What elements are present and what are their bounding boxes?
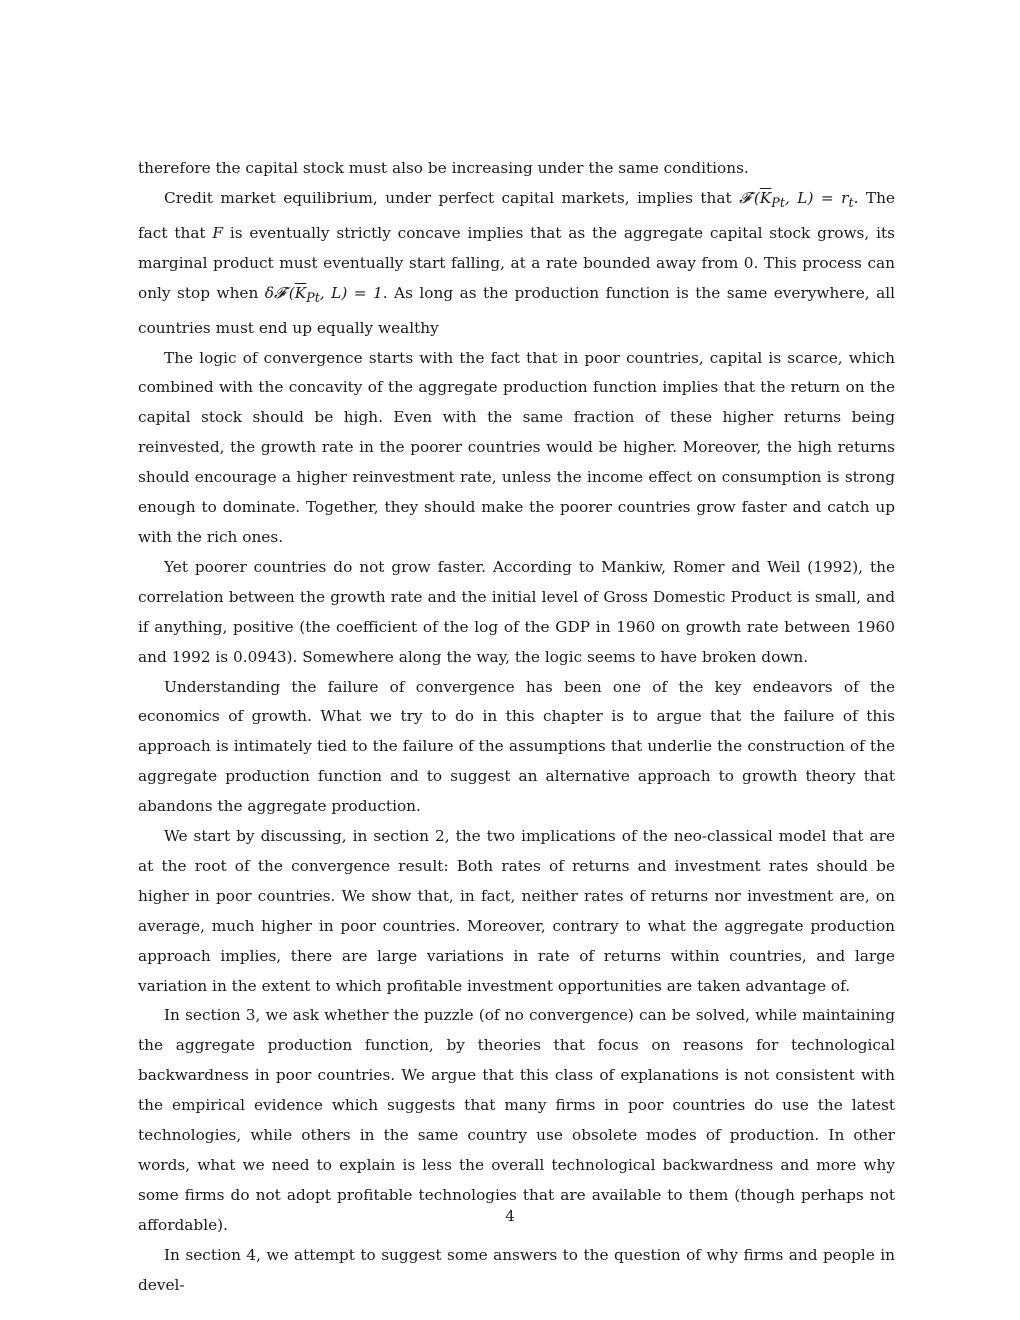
- paragraph-credit-market: Credit market equilibrium, under perfect capital markets, implies that $𝓕'(\overline{K}_{Pt}$, $L) = r_t$. The fact that F is eventually strictly concave implies that as the aggregate capital stock grows, its marginal product must eventually start falling, at a rate bounded away from 0. This process can only stop when $\delta 𝓕'(\overline{K}_{Pt}$, L) = 1. As long as the production function is the same everywhere, all countries must end up equally wealthy: [138, 188, 895, 337]
- paragraph: Yet poorer countries do not grow faster. According to Mankiw, Romer and Weil (1992), the correlation between the growth rate and the initial level of Gross Domestic Product is small, and if anything, positive (the coefficient of the log of the GDP in 1960 on growth rate between 1960 and 1992 is 0.0943). Somewhere along the way, the logic seems to have broken down.: [138, 557, 895, 666]
- page-number: 4: [505, 1207, 515, 1225]
- paragraph: In section 3, we ask whether the puzzle (of no convergence) can be solved, while maintaining the aggregate production function, by theories that focus on reasons for technological backwardness in poor countries. We argue that this class of explanations is not consistent with the empirical evidence which suggests that many firms in poor countries do use the latest technologies, while others in the same country use obsolete modes of production. In other words, what we need to explain is less the overall technological backwardness and more why some firms do not adopt profitable technologies that are available to them (though perhaps not affordable).: [138, 1006, 895, 1234]
- paragraph: Understanding the failure of convergence has been one of the key endeavors of the economics of growth. What we try to do in this chapter is to argue that the failure of this approach is intimately tied to the failure of the assumptions that underlie the construction of the aggregate production function and to suggest an alternative approach to growth theory that abandons the aggregate production.: [138, 677, 895, 816]
- paragraph: therefore the capital stock must also be increasing under the same conditions.: [138, 159, 749, 177]
- math-stop-condition: $\delta 𝓕'(\overline{K}_{Pt}$, L) = 1: [264, 283, 383, 306]
- paragraph: The logic of convergence starts with the fact that in poor countries, capital is scarce, which combined with the concavity of the aggregate production function implies that the return on the capital stock should be high. Even with the same fraction of these higher returns being reinvested, the growth rate in the poorer countries would be higher. Moreover, the high returns should encourage a higher reinvestment rate, unless the income effect on consumption is strong enough to dominate. Together, they should make the poorer countries grow faster and catch up with the rich ones.: [138, 348, 895, 546]
- math-equilibrium-condition: $𝓕'(\overline{K}_{Pt}$, $L) = r_t$: [739, 188, 854, 211]
- page-body: [138, 154, 895, 1301]
- paragraph: We start by discussing, in section 2, the two implications of the neo-classical model that are at the root of the convergence result: Both rates of returns and investment rates should be higher in poor countries. We show that, in fact, neither rates of returns nor investment are, on average, much higher in poor countries. Moreover, contrary to what the aggregate production approach implies, there are large variations in rate of returns within countries, and large variation in the extent to which profitable investment opportunities are taken advantage of.: [138, 827, 895, 995]
- paragraph: In section 4, we attempt to suggest some answers to the question of why firms and people in devel-: [138, 1245, 895, 1294]
- math-F: F: [212, 223, 224, 242]
